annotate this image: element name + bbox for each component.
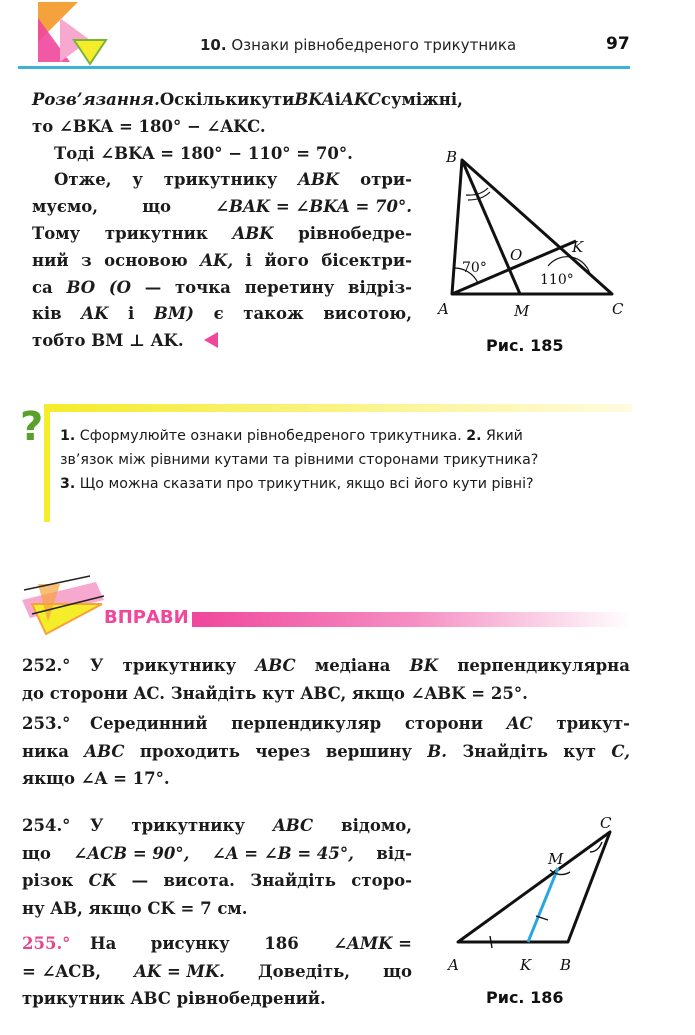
word: = ∠ACB, <box>22 961 102 981</box>
fig185-label-o: O <box>510 246 523 264</box>
text-line <box>22 867 412 895</box>
word: перетину <box>244 277 335 297</box>
word: відомо, <box>341 816 412 835</box>
exercise-number: 254.° <box>22 816 71 835</box>
figure-185-caption: Рис. 185 <box>486 336 564 355</box>
word: його <box>264 250 309 270</box>
word: є <box>213 304 224 324</box>
exercises-heading: ВПРАВИ <box>104 607 189 628</box>
word: тобто BM ⊥ AK. <box>32 331 184 351</box>
word: са <box>32 277 53 297</box>
question-box-bar <box>46 404 632 412</box>
text-line <box>90 812 412 840</box>
fig186-label-a: A <box>448 956 459 974</box>
svg-text:?: ? <box>20 404 44 450</box>
text-line <box>32 327 412 355</box>
word: ABC <box>272 816 314 835</box>
word: BM) <box>153 304 194 324</box>
word: — <box>144 277 162 297</box>
word: ну AB, якщо CK = 7 см. <box>22 898 248 918</box>
fig186-label-c: C <box>600 814 612 832</box>
word: отри- <box>360 170 412 190</box>
word: 186 <box>264 934 299 953</box>
word: муємо, <box>32 197 99 217</box>
word: і <box>334 90 342 109</box>
text-line <box>22 680 630 708</box>
page-number: 97 <box>606 34 630 54</box>
word: різок <box>22 871 74 890</box>
word: у <box>132 170 143 190</box>
word: що <box>142 197 172 217</box>
word: від- <box>376 843 412 863</box>
text-line <box>90 652 630 680</box>
word: і <box>245 250 252 270</box>
figure-186 <box>440 812 636 980</box>
word: трикут- <box>556 714 630 733</box>
word: ABK <box>298 170 340 190</box>
word: Оскільки <box>159 90 250 109</box>
word: медіана <box>314 656 391 675</box>
word: AK <box>81 304 109 324</box>
word: Розв’язання. <box>32 90 160 109</box>
word: основою <box>104 250 188 270</box>
text-line <box>90 930 412 958</box>
word: ABC <box>84 741 125 761</box>
header-rule <box>18 66 630 69</box>
word: трикутнику <box>122 656 237 675</box>
word: ∠A = ∠B = 45°, <box>211 843 354 863</box>
word: CK <box>88 871 117 890</box>
word: AK = MK. <box>134 961 225 981</box>
word: ника <box>22 741 69 761</box>
word: ∠BAK = ∠BKA = 70°. <box>215 197 412 217</box>
text-line <box>22 985 412 1013</box>
word: що <box>22 843 51 863</box>
text-line <box>32 193 412 221</box>
word: проходить <box>139 741 240 761</box>
fig186-label-b: B <box>560 956 572 974</box>
word: ∠AMK = <box>333 934 412 953</box>
word: і <box>128 304 135 324</box>
word: якщо ∠A = 17°. <box>22 769 170 788</box>
fig186-label-k: K <box>520 956 532 974</box>
exercises-bar <box>192 612 632 627</box>
word: точка <box>174 277 231 297</box>
word: висотою, <box>323 304 412 324</box>
exercise-number: 253.° <box>22 714 71 733</box>
word: відріз- <box>348 277 412 297</box>
solution-text <box>32 86 463 366</box>
word: трикутник ABC рівнобедрений. <box>22 989 326 1008</box>
word: що <box>383 961 412 981</box>
word: У <box>90 816 104 835</box>
fig185-label-a: A <box>438 300 449 318</box>
word: рівнобедре- <box>298 224 412 243</box>
exercise-number: 252.° <box>22 656 71 675</box>
text-line <box>32 300 412 328</box>
question-mark-icon <box>18 400 62 530</box>
text-line <box>32 247 412 275</box>
word: кут <box>563 741 596 761</box>
word: AK, <box>200 250 234 270</box>
text-line <box>54 166 412 194</box>
fig185-angle-70: 70° <box>462 260 487 276</box>
figure-186-caption: Рис. 186 <box>486 988 564 1007</box>
word: ний <box>32 250 69 270</box>
text-line <box>32 113 412 141</box>
word: трикутник <box>104 224 208 243</box>
word: рисунку <box>150 934 230 953</box>
word: — <box>131 871 149 890</box>
word: BO <box>66 277 96 297</box>
fig185-angle-110: 110° <box>540 272 574 288</box>
fig185-label-c: C <box>612 300 624 318</box>
exercise-number: 255.° <box>22 934 71 953</box>
word: бісектри- <box>321 250 412 270</box>
text-line <box>22 738 630 766</box>
word: C, <box>611 741 630 761</box>
word: до сторони AC. Знайдіть кут ABC, якщо ∠ABK = 25°. <box>22 683 528 703</box>
word: ABC <box>255 656 296 675</box>
text-line <box>22 895 412 923</box>
word: ABK <box>232 224 274 243</box>
word: Доведіть, <box>257 961 351 981</box>
corner-decoration-icon <box>30 0 110 68</box>
word: трикутнику <box>131 816 245 835</box>
word: висота. <box>163 871 235 890</box>
fig186-label-m: M <box>548 850 564 868</box>
text-line <box>54 140 412 168</box>
word: Тому <box>32 224 81 243</box>
text-line <box>32 86 463 114</box>
word: AKC <box>341 90 381 109</box>
word: ∠ACB = 90°, <box>73 843 190 863</box>
word: (O <box>108 277 132 297</box>
word: На <box>90 934 117 953</box>
word: Знайдіть <box>462 741 548 761</box>
word: B. <box>427 741 447 761</box>
word: кути <box>249 90 295 109</box>
word: BK <box>409 656 439 675</box>
text-line <box>22 958 412 986</box>
word: BKA <box>294 90 335 109</box>
figure-185 <box>430 148 630 326</box>
text-line <box>90 710 630 738</box>
word: перпендикуляр <box>231 714 382 733</box>
ruler-triangle-icon <box>18 574 110 636</box>
word: трикутнику <box>163 170 278 190</box>
fig185-label-m: M <box>514 302 530 320</box>
word: Тоді ∠BKA = 180° − 110° = 70°. <box>54 143 353 163</box>
word: сторо- <box>351 871 412 890</box>
word: то ∠BKA = 180° − ∠AKC. <box>32 116 266 136</box>
section-title: 10. Ознаки рівнобедреного трикутника <box>200 36 517 54</box>
text-line <box>22 765 630 793</box>
word: AC <box>506 714 533 733</box>
word: з <box>81 250 92 270</box>
fig185-label-k: K <box>572 238 584 256</box>
word: перпендикулярна <box>457 656 630 675</box>
word: суміжні, <box>380 90 463 109</box>
word: вершину <box>325 741 412 761</box>
text-line <box>22 840 412 868</box>
word: У <box>90 656 104 675</box>
text-line <box>32 274 412 302</box>
fig185-label-b: B <box>446 148 458 166</box>
word: Серединний <box>90 714 208 733</box>
end-of-solution-icon <box>204 332 218 348</box>
word: через <box>255 741 311 761</box>
text-line <box>32 220 412 248</box>
questions-text: 1. Сформулюйте ознаки рівнобедреного трикутника. 2. Який зв’язок між рівними кутами та рівними сторонами трикутника? 3. Що можна сказати про трикутник, якщо всі його кути рівні? <box>60 428 539 492</box>
word: також <box>243 304 304 324</box>
word: Отже, <box>54 170 112 190</box>
word: сторони <box>404 714 483 733</box>
word: ків <box>32 304 62 324</box>
word: Знайдіть <box>250 871 336 890</box>
